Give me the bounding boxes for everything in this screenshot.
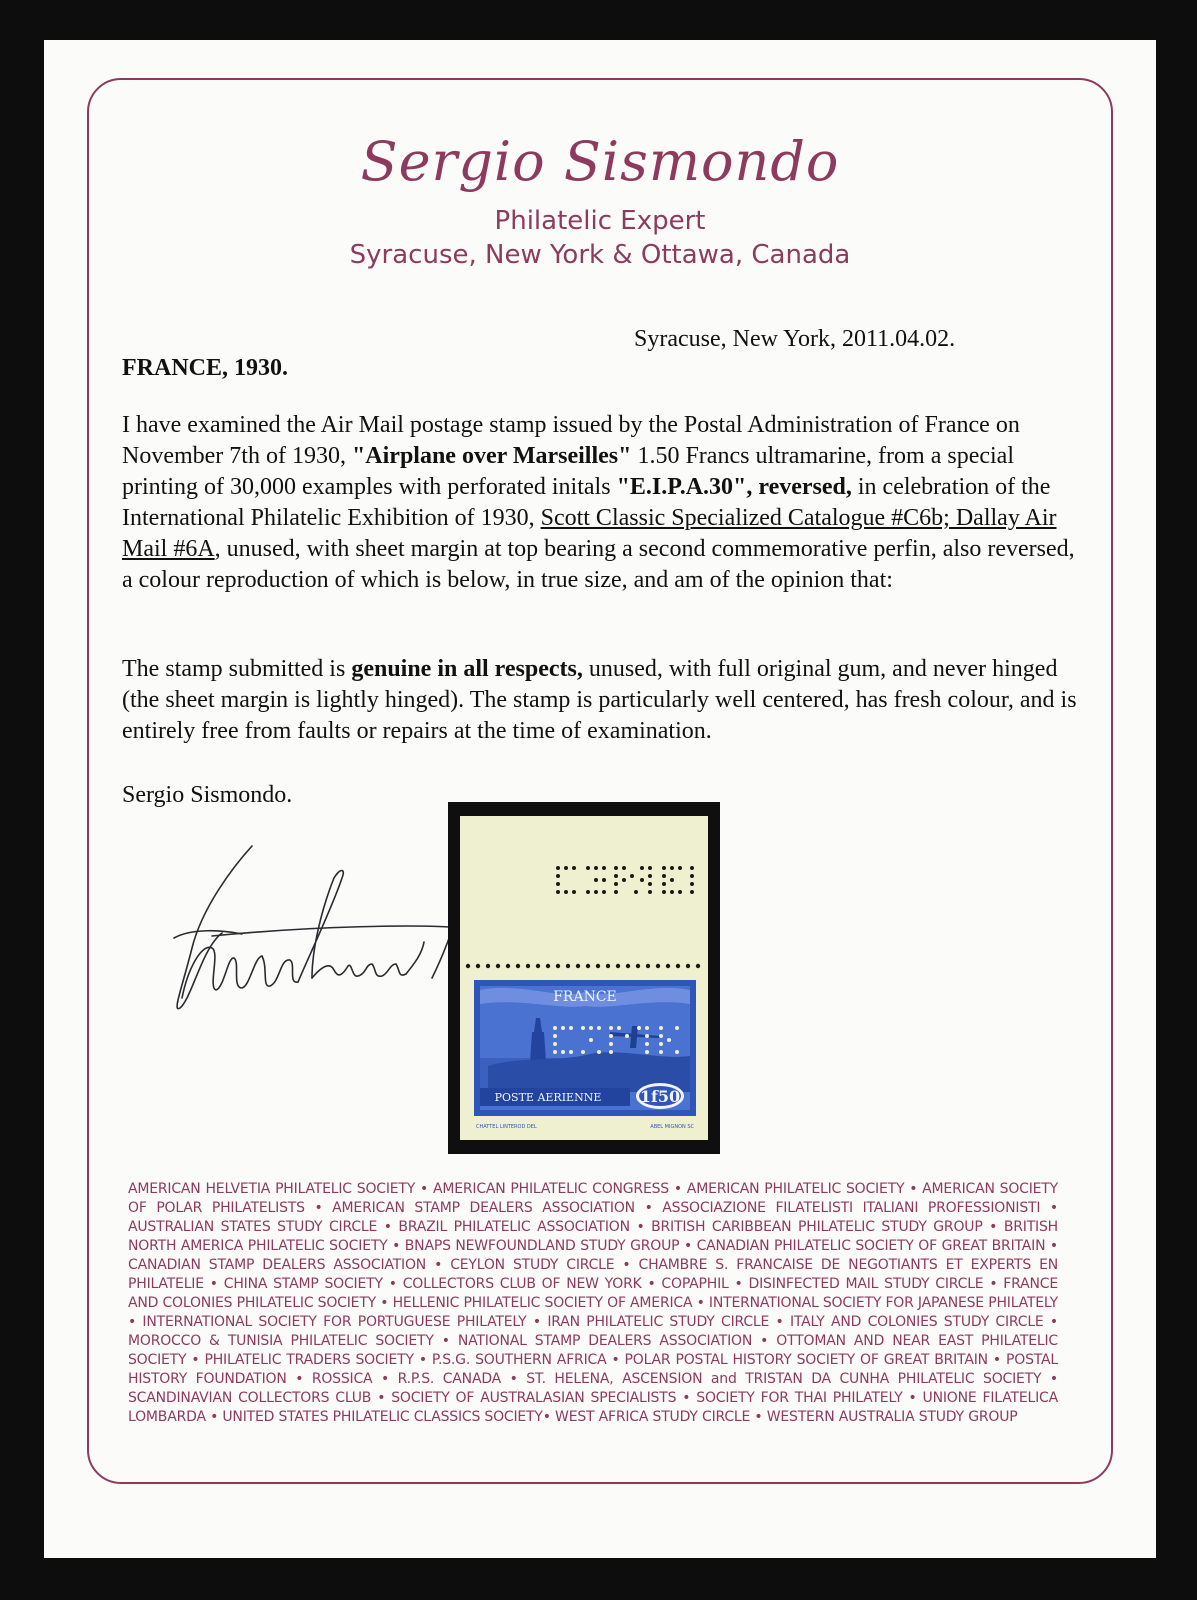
opinion-paragraph (122, 654, 1082, 747)
sheet-margin (460, 816, 708, 970)
stamp-caption: POSTE AERIENNE (494, 1091, 602, 1104)
margin-perfin (460, 816, 708, 970)
perforation-row (466, 964, 700, 968)
catalogue-reference: Scott Classic Specialized Catalogue #C6b; Dallay Air Mail #6A (122, 505, 1057, 562)
expert-location: Syracuse, New York & Ottawa, Canada (349, 240, 851, 270)
p2-intro: The stamp submitted is (122, 656, 352, 682)
p1-closing: , unused, with sheet margin at top bearing a second commemorative perfin, also reversed, a colour reproduction of which is below, in true size, and am of the opinion that: (122, 536, 1075, 593)
certificate-sheet (44, 40, 1156, 1558)
society-memberships: AMERICAN HELVETIA PHILATELIC SOCIETY • AMERICAN PHILATELIC CONGRESS • AMERICAN PHILATELIC SOCIETY • AMERICAN SOCIETY OF POLAR PHILATELISTS • AMERICAN STAMP DEALERS ASSOCIATION • ASSOCIAZIONE FILATELISTI ITALIANI PROFESSIONISTI • AUSTRALIAN STATES STUDY CIRCLE • BRAZIL PHILATELIC ASSOCIATION • BRITISH CARIBBEAN PHILATELIC STUDY GROUP • BRITISH NORTH AMERICA PHILATELIC SOCIETY • BNAPS NEWFOUNDLAND STUDY GROUP • CANADIAN PHILATELIC SOCIETY OF GREAT BRITAIN • CANADIAN STAMP DEALERS ASSOCIATION • CEYLON STUDY CIRCLE • CHAMBRE S. FRANCAISE DE NEGOTIANTS ET EXPERTS EN PHILATELIE • CHINA STAMP SOCIETY • COLLECTORS CLUB OF NEW YORK • COPAPHIL • DISINFECTED MAIL STUDY CIRCLE • FRANCE AND COLONIES PHILATELIC SOCIETY • HELLENIC PHILATELIC SOCIETY OF AMERICA • INTERNATIONAL SOCIETY FOR JAPANESE PHILATELY • INTERNATIONAL SOCIETY FOR PORTUGUESE PHILATELY • IRAN PHILATELIC STUDY CIRCLE • ITALY AND COLONIES STUDY CIRCLE • MOROCCO & TUNISIA PHILATELIC SOCIETY • NATIONAL STAMP DEALERS ASSOCIATION • OTTOMAN AND NEAR EAST PHILATELIC SOCIETY • PHILATELIC TRADERS SOCIETY • P.S.G. SOUTHERN AFRICA • POLAR POSTAL HISTORY SOCIETY OF GREAT BRITAIN • POSTAL HISTORY FOUNDATION • ROSSICA • R.P.S. CANADA • ST. HELENA, ASCENSION and TRISTAN DA CUNHA PHILATELIC SOCIETY • SCANDINAVIAN COLLECTORS CLUB • SOCIETY OF AUSTRALASIAN SPECIALISTS • SOCIETY FOR THAI PHILATELY • UNIONE FILATELICA LOMBARDA • UNITED STATES PHILATELIC CLASSICS SOCIETY• WEST AFRICA STUDY CIRCLE • WESTERN AUSTRALIA STUDY GROUP (128, 1181, 1058, 1425)
stamp-image (448, 802, 720, 1154)
certificate-heading: FRANCE, 1930. (122, 355, 288, 381)
dateline: Syracuse, New York, 2011.04.02. (634, 326, 956, 352)
p2-closing: unused, with full original gum, and never hinged (the sheet margin is lightly hinged). The stamp is particularly well centered, has fresh colour, and is entirely free from faults or repairs at the time of examination. (122, 656, 1077, 744)
imprint-right: ABEL MIGNON SC (650, 1124, 694, 1130)
expert-title: Philatelic Expert (494, 206, 706, 236)
letterhead (44, 132, 1156, 272)
stamp-value: 1f50 (639, 1087, 681, 1106)
imprint-left: CHATTEL LINTEROD DEL (476, 1124, 537, 1130)
signer-name: Sergio Sismondo. (122, 782, 293, 808)
examination-paragraph (122, 410, 1082, 596)
perfin-note: "E.I.P.A.30", reversed, (616, 474, 852, 500)
stamp-name: "Airplane over Marseilles" (351, 443, 632, 469)
p1-after-perfin: in celebration of the International Philatelic Exhibition of 1930, (122, 474, 1051, 531)
airmail-stamp (460, 970, 708, 1140)
perfin-holes (556, 866, 694, 894)
stamp-country: FRANCE (553, 989, 617, 1005)
expert-name: Sergio Sismondo (360, 130, 840, 193)
p1-after-name: 1.50 Francs ultramarine, from a special printing of 30,000 examples with perforated initals (122, 443, 1014, 500)
p1-intro: I have examined the Air Mail postage stamp issued by the Postal Administration of France on November 7th of 1930, (122, 412, 1020, 469)
verdict: genuine in all respects, (351, 656, 583, 682)
